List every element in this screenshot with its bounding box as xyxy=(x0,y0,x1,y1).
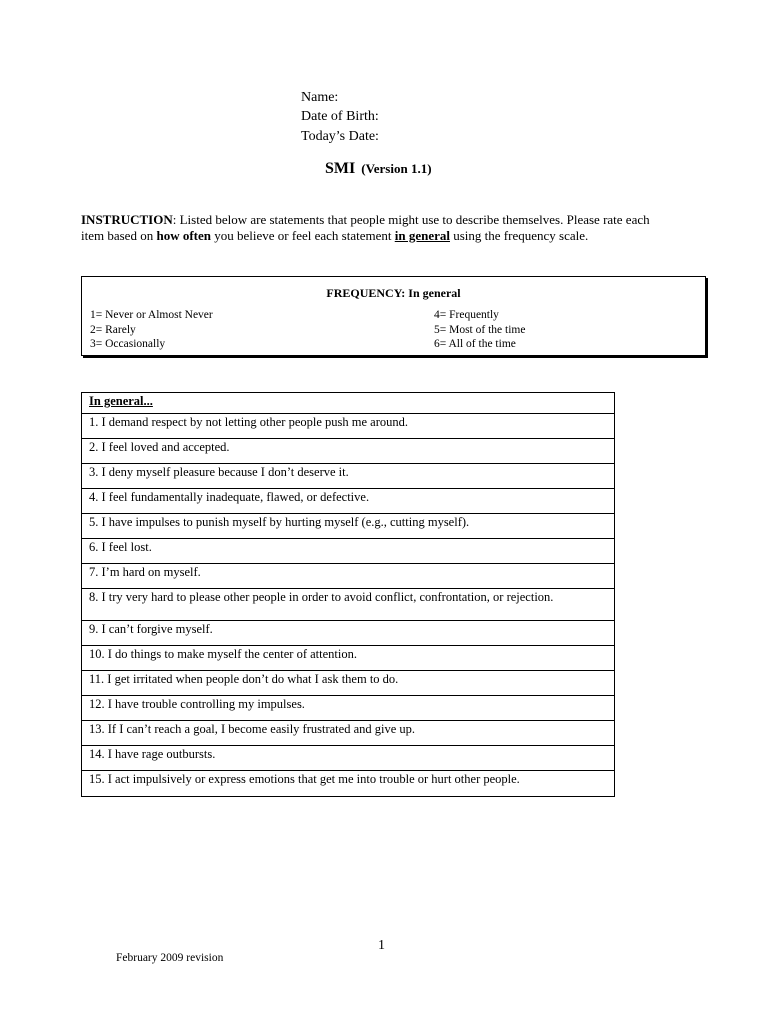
item-cell: 12. I have trouble controlling my impulses. xyxy=(82,696,615,721)
table-row xyxy=(82,414,615,439)
item-cell: 8. I try very hard to please other people in order to avoid conflict, confrontation, or rejection. xyxy=(82,589,615,621)
frequency-column-right xyxy=(434,308,525,352)
instruction-paragraph xyxy=(81,212,671,244)
frequency-option: 3= Occasionally xyxy=(90,338,166,350)
table-row xyxy=(82,646,615,671)
table-header-row xyxy=(82,393,615,414)
item-cell: 5. I have impulses to punish myself by hurting myself (e.g., cutting myself). xyxy=(82,514,615,539)
item-cell: 15. I act impulsively or express emotions that get me into trouble or hurt other people. xyxy=(82,771,615,797)
items-table xyxy=(81,392,615,797)
item-cell: 9. I can’t forgive myself. xyxy=(82,621,615,646)
table-row xyxy=(82,589,615,621)
frequency-option: 2= Rarely xyxy=(90,323,136,336)
table-row xyxy=(82,671,615,696)
instruction-label: INSTRUCTION xyxy=(81,212,173,227)
date-of-birth-label: Date of Birth: xyxy=(301,109,379,124)
instruction-text-3: using the frequency scale. xyxy=(449,228,589,243)
revision-note: February 2009 revision xyxy=(116,952,224,964)
frequency-title: FREQUENCY: In general xyxy=(326,286,461,300)
item-cell: 11. I get irritated when people don’t do what I ask them to do. xyxy=(82,671,615,696)
table-header-cell: In general... xyxy=(82,393,615,414)
instruction-text-1: : Listed below are statements that people might use to describe themselves. Please rate each item based on xyxy=(81,212,650,243)
instruction-text-2: you believe or feel each statement xyxy=(211,228,395,243)
frequency-option: 5= Most of the time xyxy=(434,323,526,336)
document-title xyxy=(325,160,432,178)
frequency-option: 1= Never or Almost Never xyxy=(90,309,213,321)
frequency-option: 4= Frequently xyxy=(434,309,499,321)
todays-date-label: Today’s Date: xyxy=(301,129,379,144)
frequency-column-left xyxy=(90,308,213,352)
name-label: Name: xyxy=(301,90,339,105)
item-cell: 2. I feel loved and accepted. xyxy=(82,439,615,464)
item-cell: 10. I do things to make myself the center of attention. xyxy=(82,646,615,671)
table-row xyxy=(82,621,615,646)
table-row xyxy=(82,564,615,589)
table-row xyxy=(82,746,615,771)
title-main: SMI xyxy=(325,160,356,177)
frequency-option: 6= All of the time xyxy=(434,338,516,350)
page-number: 1 xyxy=(378,938,385,953)
title-version: (Version 1.1) xyxy=(361,161,432,176)
item-cell: 6. I feel lost. xyxy=(82,539,615,564)
table-row xyxy=(82,489,615,514)
table-row xyxy=(82,696,615,721)
table-row xyxy=(82,464,615,489)
item-cell: 1. I demand respect by not letting other people push me around. xyxy=(82,414,615,439)
item-cell: 4. I feel fundamentally inadequate, flawed, or defective. xyxy=(82,489,615,514)
instruction-how-often: how often xyxy=(156,228,211,243)
item-cell: 14. I have rage outbursts. xyxy=(82,746,615,771)
instruction-in-general: in general xyxy=(394,228,450,243)
table-row xyxy=(82,539,615,564)
table-row xyxy=(82,439,615,464)
item-cell: 3. I deny myself pleasure because I don’t deserve it. xyxy=(82,464,615,489)
item-cell: 7. I’m hard on myself. xyxy=(82,564,615,589)
frequency-scale-box xyxy=(81,276,706,356)
table-row xyxy=(82,721,615,746)
table-row xyxy=(82,514,615,539)
table-row xyxy=(82,771,615,797)
item-cell: 13. If I can’t reach a goal, I become easily frustrated and give up. xyxy=(82,721,615,746)
